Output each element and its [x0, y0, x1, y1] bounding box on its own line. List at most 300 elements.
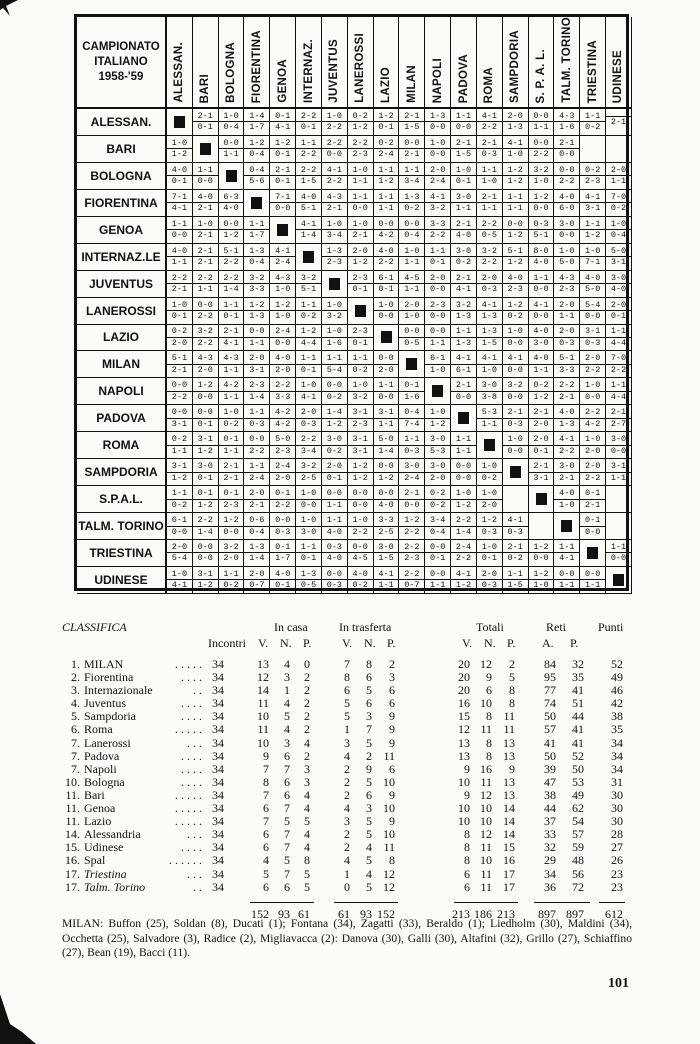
result-cell: [606, 513, 632, 540]
second-leg-score: 1-1: [326, 499, 343, 510]
first-leg-score: 0-0: [430, 326, 446, 337]
result-cell: [348, 378, 374, 405]
standings-table: [62, 620, 642, 920]
points-total-rule: [599, 902, 625, 903]
first-leg-score: 4-1: [585, 191, 601, 202]
second-leg-score: 2-2: [197, 311, 213, 322]
leader-dots: . . . .: [181, 748, 202, 763]
rank: 11.: [65, 801, 80, 816]
away-n: 6: [366, 670, 372, 685]
result-cell: [606, 405, 632, 432]
second-leg-score: 0-1: [197, 418, 213, 429]
home-v: 8: [263, 774, 269, 789]
total-home-p: 61: [298, 906, 310, 921]
second-leg-score: 1-1: [171, 257, 188, 268]
result-cell: [348, 325, 374, 352]
home-v: 4: [263, 853, 269, 868]
row-header: INTERNAZ.LE: [77, 244, 167, 271]
first-leg-score: 6-1: [171, 515, 188, 526]
result-cell: [606, 540, 632, 567]
rank: 11.: [65, 814, 80, 829]
first-leg-score: 4-1: [275, 245, 291, 256]
second-leg-score: 2-4: [378, 149, 394, 160]
result-cell: [219, 459, 245, 486]
result-cell: [167, 244, 193, 271]
result-cell: [580, 136, 606, 163]
first-leg-score: 0-0: [533, 137, 549, 148]
result-cell: [374, 217, 400, 244]
second-leg-score: 2-2: [326, 122, 343, 133]
result-cell: [477, 271, 503, 298]
second-leg-score: 2-1: [249, 499, 265, 510]
away-n: 7: [366, 722, 372, 737]
standings-title: CLASSIFICA: [62, 620, 127, 634]
second-leg-score: 4-0: [533, 257, 549, 268]
team-name: Talm. Torino: [84, 879, 146, 894]
total-p: 11: [503, 722, 515, 737]
result-cell: [425, 217, 451, 244]
total-n: 8: [486, 748, 492, 763]
played: 34: [212, 735, 224, 750]
first-leg-score: 4-1: [507, 353, 523, 364]
away-v: 3: [344, 735, 350, 750]
first-leg-score: 3-2: [507, 380, 523, 391]
standings-row: [62, 827, 642, 840]
second-leg-score: 0-0: [300, 499, 317, 510]
second-leg-score: 2-1: [197, 230, 213, 241]
second-leg-score: 1-2: [430, 418, 446, 429]
points-header: Punti: [598, 620, 624, 634]
away-total-rule: [334, 902, 398, 903]
second-leg-score: 2-0: [223, 553, 239, 564]
second-leg-score: 3-2: [326, 311, 343, 322]
goals-for: 38: [544, 787, 556, 802]
total-v: 16: [458, 696, 470, 711]
away-n: 5: [366, 814, 372, 829]
first-leg-score: 1-2: [481, 515, 497, 526]
second-leg-score: 0-2: [223, 580, 239, 591]
away-p: 12: [383, 866, 395, 881]
first-leg-score: 2-2: [171, 272, 188, 283]
home-p: 5: [304, 814, 310, 829]
goals-for: 41: [544, 735, 556, 750]
first-leg-score: 4-0: [171, 245, 188, 256]
home-v: 6: [263, 879, 269, 894]
total-header: Totali: [476, 620, 504, 634]
first-leg-score: 3-0: [610, 272, 627, 283]
result-cell: [399, 271, 425, 298]
second-leg-score: 5-3: [430, 445, 446, 456]
second-leg-score: 0-3: [481, 284, 497, 295]
first-leg-score: 4-0: [585, 272, 601, 283]
result-cell: [193, 163, 219, 190]
result-cell: [529, 136, 555, 163]
result-cell: [167, 540, 193, 567]
first-leg-score: 1-2: [249, 137, 265, 148]
result-cell: [167, 136, 193, 163]
first-leg-score: 4-1: [326, 164, 343, 175]
result-cell: [399, 217, 425, 244]
result-cell: [193, 217, 219, 244]
second-leg-score: 2-2: [430, 230, 446, 241]
result-cell: [296, 486, 322, 513]
total-v: 6: [464, 879, 470, 894]
home-header: In casa: [274, 620, 308, 634]
black-square-icon: [329, 278, 340, 290]
second-leg-score: 2-1: [352, 230, 368, 241]
first-leg-score: 3-1: [197, 568, 213, 579]
first-leg-score: 3-3: [430, 218, 446, 229]
black-square-icon: [587, 547, 598, 559]
second-leg-score: 2-0: [171, 337, 188, 348]
away-p: 6: [389, 683, 395, 698]
second-leg-score: 5-4: [326, 364, 343, 375]
second-leg-score: 0-4: [249, 526, 265, 537]
total-v: 20: [458, 683, 470, 698]
second-leg-score: 0-2: [404, 203, 420, 214]
second-leg-score: 2-4: [275, 257, 291, 268]
second-leg-score: 0-2: [352, 364, 368, 375]
result-cell: [425, 244, 451, 271]
second-leg-score: 0-0: [430, 284, 446, 295]
result-cell: [374, 432, 400, 459]
result-cell: [348, 217, 374, 244]
second-leg-score: 0-1: [300, 122, 317, 133]
away-p: 11: [383, 748, 395, 763]
result-cell: [451, 271, 477, 298]
result-cell: [270, 325, 296, 352]
second-leg-score: 2-2: [378, 257, 394, 268]
result-cell: [348, 567, 374, 594]
home-p: 3: [304, 761, 310, 776]
first-leg-score: 1-1: [300, 137, 317, 148]
column-header-label: BARI: [199, 73, 212, 103]
away-v: 1: [344, 722, 350, 737]
home-v: 10: [257, 709, 269, 724]
result-cell: [348, 244, 374, 271]
result-cell: [425, 459, 451, 486]
second-leg-score: 0-0: [585, 526, 601, 537]
total-away-v: 61: [338, 906, 350, 921]
result-cell: [580, 325, 606, 352]
second-leg-score: 0-0: [585, 391, 601, 402]
home-n: 7: [284, 866, 290, 881]
first-leg-score: 3-0: [559, 218, 575, 229]
result-cell: [348, 540, 374, 567]
goals-for: 29: [544, 853, 556, 868]
result-cell: [451, 244, 477, 271]
second-leg-score: 1-1: [533, 122, 549, 133]
result-cell: [322, 244, 348, 271]
row-header: S.P.A.L.: [77, 486, 167, 513]
result-cell: [296, 217, 322, 244]
rank: 14.: [65, 827, 80, 842]
second-leg-score: 4-0: [610, 284, 627, 295]
result-cell: [374, 163, 400, 190]
first-leg-score: 4-0: [300, 191, 317, 202]
second-leg-score: 5-6: [249, 176, 265, 187]
second-leg-score: 2-0: [533, 418, 549, 429]
result-cell: [348, 109, 374, 136]
result-cell: [322, 351, 348, 378]
total-p: 13: [503, 787, 515, 802]
standings-row: [62, 722, 642, 735]
result-cell: [451, 567, 477, 594]
second-leg-score: 0-1: [481, 553, 497, 564]
first-leg-score: 1-1: [585, 218, 601, 229]
result-cell: [193, 513, 219, 540]
home-n: 7: [284, 827, 290, 842]
first-leg-score: 0-0: [249, 326, 265, 337]
away-v: 8: [344, 670, 350, 685]
result-cell: [477, 244, 503, 271]
result-cell: [270, 351, 296, 378]
first-leg-score: 5-0: [610, 245, 627, 256]
total-v: 8: [464, 827, 470, 842]
first-leg-score: 0-0: [404, 326, 420, 337]
first-leg-score: 1-0: [300, 515, 317, 526]
result-cell: [503, 567, 529, 594]
second-leg-score: 2-2: [585, 364, 601, 375]
goals-against: 35: [572, 670, 584, 685]
first-leg-score: 1-1: [455, 434, 472, 445]
first-leg-score: 5-1: [171, 353, 188, 364]
result-cell: [554, 217, 580, 244]
first-leg-score: 3-0: [430, 434, 446, 445]
first-leg-score: 0-0: [507, 218, 523, 229]
first-leg-score: 1-4: [249, 110, 265, 121]
first-leg-score: 8-0: [533, 245, 549, 256]
second-leg-score: 3-3: [275, 391, 291, 402]
result-cell: [503, 271, 529, 298]
goals-against: 59: [572, 840, 584, 855]
home-n: 3: [284, 735, 290, 750]
result-cell: [554, 459, 580, 486]
result-cell: [374, 244, 400, 271]
row-header: GENOA: [77, 217, 167, 244]
second-leg-score: 1-2: [507, 257, 523, 268]
second-leg-score: 4-1: [559, 553, 575, 564]
second-leg-score: 0-0: [610, 553, 627, 564]
second-leg-score: 1-5: [300, 176, 317, 187]
second-leg-score: 0-4: [404, 230, 420, 241]
away-n: 4: [366, 840, 372, 855]
result-cell: [503, 432, 529, 459]
team-name: Lazio: [84, 814, 112, 829]
result-cell: [244, 163, 270, 190]
first-leg-score: 4-0: [533, 326, 549, 337]
total-v: 20: [458, 657, 470, 671]
second-leg-score: 0-0: [507, 445, 523, 456]
first-leg-score: 2-1: [404, 488, 420, 499]
points: 46: [611, 683, 623, 698]
second-leg-score: 3-8: [481, 391, 497, 402]
first-leg-score: 1-0: [507, 326, 523, 337]
first-leg-score: 2-1: [223, 461, 239, 472]
result-cell: [167, 271, 193, 298]
second-leg-score: 2-1: [223, 472, 239, 483]
second-leg-score: 0-0: [455, 391, 472, 402]
result-cell: [167, 378, 193, 405]
second-leg-score: 0-1: [533, 445, 549, 456]
played: 34: [212, 761, 224, 776]
first-leg-score: 1-2: [507, 164, 523, 175]
results-grid: [74, 14, 629, 591]
total-n: 10: [480, 853, 492, 868]
first-leg-score: 0-1: [585, 515, 601, 526]
first-leg-score: 0-4: [249, 164, 265, 175]
standings-row: [62, 801, 642, 814]
second-leg-score: 3-1: [533, 472, 549, 483]
result-cell: [244, 432, 270, 459]
first-leg-score: 0-1: [404, 380, 420, 391]
rank: 15.: [65, 840, 80, 855]
result-cell: [554, 325, 580, 352]
second-leg-score: 4-1: [171, 203, 188, 214]
column-header: [503, 17, 529, 109]
first-leg-score: 0-0: [223, 137, 239, 148]
first-leg-score: 1-2: [300, 326, 317, 337]
result-cell: [244, 217, 270, 244]
first-leg-score: 2-4: [275, 461, 291, 472]
rank: 7.: [71, 761, 80, 776]
home-n: 7: [284, 840, 290, 855]
standings-row: [62, 657, 642, 670]
second-leg-score: 0-1: [300, 364, 317, 375]
home-p: 5: [304, 866, 310, 881]
first-leg-score: 4-5: [404, 272, 420, 283]
second-leg-score: 1-2: [507, 176, 523, 187]
rank: 2.: [71, 670, 80, 685]
result-cell: [296, 513, 322, 540]
second-leg-score: 0-3: [404, 445, 420, 456]
self-match-block: [477, 432, 503, 459]
first-leg-score: 3-1: [352, 407, 368, 418]
total-p: 15: [503, 840, 515, 855]
first-leg-score: 0-0: [430, 568, 446, 579]
first-leg-score: 4-1: [481, 110, 497, 121]
result-cell: [580, 298, 606, 325]
first-leg-score: 3-0: [378, 541, 394, 552]
result-cell: [529, 190, 555, 217]
column-header-label: MILAN: [405, 65, 418, 103]
result-cell: [322, 298, 348, 325]
second-leg-score: 3-4: [404, 176, 420, 187]
first-leg-score: 3-0: [610, 434, 627, 445]
first-leg-score: 1-0: [610, 218, 627, 229]
result-cell: [244, 405, 270, 432]
played: 34: [212, 866, 224, 881]
result-cell: [606, 244, 632, 271]
first-leg-score: 2-2: [300, 164, 317, 175]
total-n: 10: [480, 801, 492, 816]
first-leg-score: 0-0: [197, 299, 213, 310]
first-leg-score: 6-1: [430, 353, 446, 364]
first-leg-score: 4-0: [559, 191, 575, 202]
result-cell: [167, 405, 193, 432]
result-cell: [374, 405, 400, 432]
result-cell: [580, 459, 606, 486]
first-leg-score: 1-2: [378, 110, 394, 121]
second-leg-score: 0-1: [171, 176, 188, 187]
away-p: 9: [389, 709, 395, 724]
second-leg-score: 1-4: [378, 445, 394, 456]
result-cell: [296, 109, 322, 136]
result-cell: [219, 244, 245, 271]
second-leg-score: 1-2: [171, 149, 188, 160]
first-leg-score: 2-0: [249, 568, 265, 579]
second-leg-score: 0-7: [249, 580, 265, 591]
team-name: MILAN: [84, 657, 124, 671]
first-leg-score: 0-0: [223, 218, 239, 229]
goals-against: 44: [572, 709, 584, 724]
second-leg-score: 0-2: [481, 472, 497, 483]
first-leg-score: 1-0: [585, 380, 601, 391]
total-v: 20: [458, 670, 470, 685]
result-cell: [451, 217, 477, 244]
result-cell: [503, 540, 529, 567]
rank: 6.: [71, 722, 80, 737]
points: 30: [611, 787, 623, 802]
second-leg-score: 4-5: [352, 553, 368, 564]
first-leg-score: 1-2: [197, 380, 213, 391]
away-n: 3: [366, 801, 372, 816]
grid-title-line-3: 1958-'59: [98, 70, 144, 83]
first-leg-score: 3-2: [197, 326, 213, 337]
total-p: 5: [509, 670, 515, 685]
second-leg-score: 0-0: [404, 499, 420, 510]
second-leg-score: 4-1: [275, 122, 291, 133]
column-header: [554, 17, 580, 109]
standings-group-header: [62, 620, 642, 636]
first-leg-score: 2-0: [249, 353, 265, 364]
row-header: BARI: [77, 136, 167, 163]
result-cell: [167, 459, 193, 486]
result-cell: [348, 351, 374, 378]
standings-row: [62, 775, 642, 788]
first-leg-score: 2-0: [481, 568, 497, 579]
result-cell: [554, 351, 580, 378]
result-cell: [477, 540, 503, 567]
away-v: 1: [344, 866, 350, 881]
points: 52: [611, 657, 623, 671]
first-leg-score: 2-0: [481, 272, 497, 283]
first-leg-score: 5-0: [378, 434, 394, 445]
away-v: 2: [344, 787, 350, 802]
result-cell: [503, 217, 529, 244]
leader-dots: . . . .: [181, 709, 202, 724]
first-leg-score: 1-0: [197, 218, 213, 229]
first-leg-score: 0-0: [378, 461, 394, 472]
result-cell: [554, 405, 580, 432]
column-header: [322, 17, 348, 109]
first-leg-score: 2-2: [481, 218, 497, 229]
result-cell: [477, 459, 503, 486]
result-cell: [244, 378, 270, 405]
second-leg-score: 2-2: [300, 149, 317, 160]
goals-header: Reti: [546, 620, 566, 634]
standings-row: [62, 762, 642, 775]
leader-dots: . . . . .: [175, 814, 202, 829]
standings-row: [62, 670, 642, 683]
points: 23: [611, 866, 623, 881]
result-cell: [348, 513, 374, 540]
home-v: 6: [263, 827, 269, 842]
home-p: 5: [304, 879, 310, 894]
result-cell: [167, 567, 193, 594]
second-leg-score: 2-2: [197, 337, 213, 348]
result-cell: [270, 540, 296, 567]
